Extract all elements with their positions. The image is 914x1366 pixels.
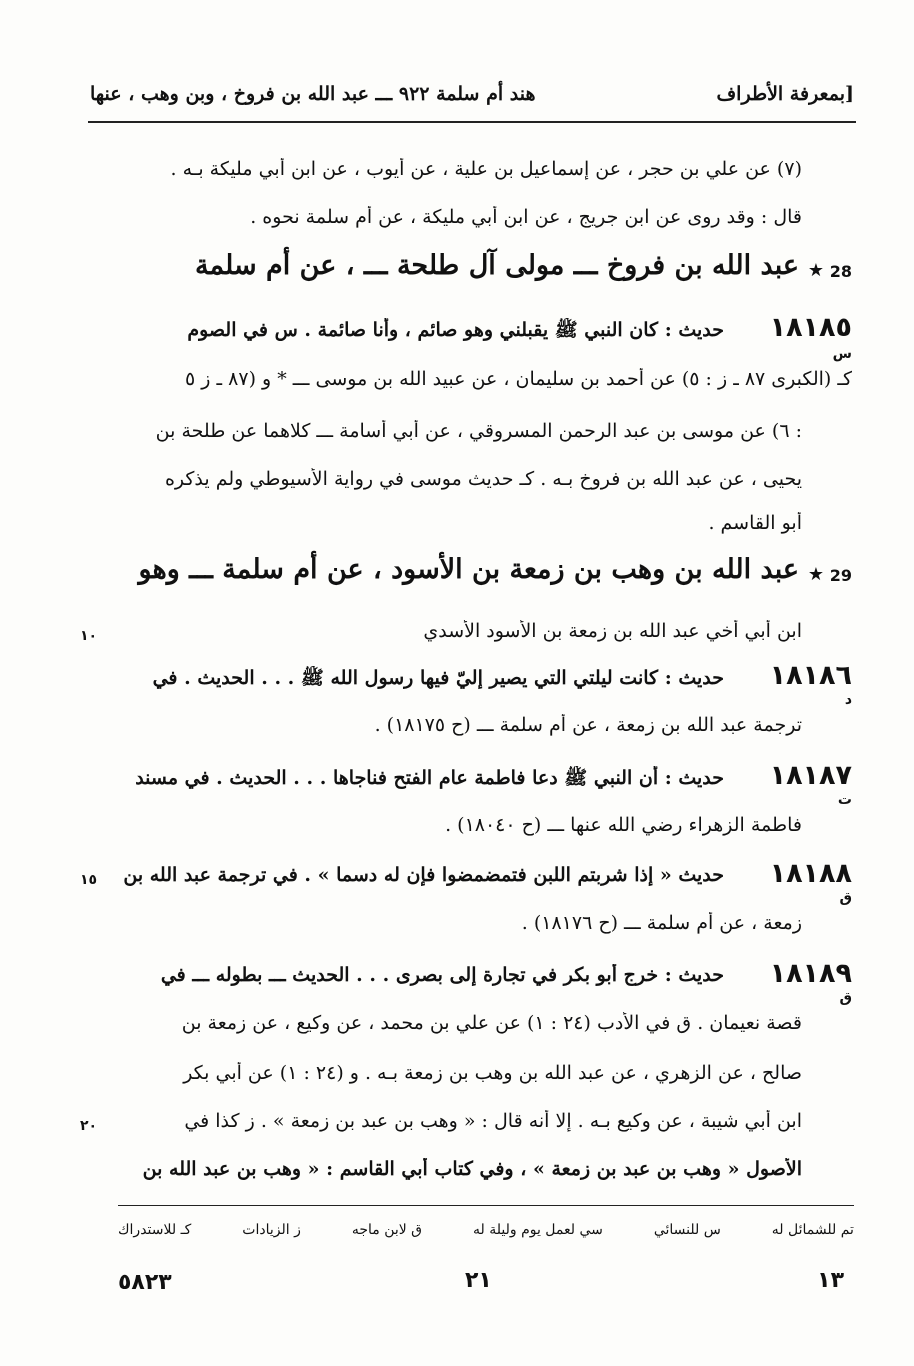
hadith-text: حديث : كان النبي ﷺ يقبلني وهو صائم ، وأنا صائمة . س في الصوم (187, 319, 724, 341)
hadith-number: ١٨١٨٥ (769, 312, 852, 343)
text-line: ترجمة عبد الله بن زمعة ، عن أم سلمة ـــ (ح ١٨١٧٥) . (374, 714, 802, 736)
legend-item: سي لعمل يوم وليلة له (473, 1222, 603, 1238)
hadith-siglum: ق (839, 890, 852, 906)
text-line: كـ (الكبرى ٨٧ ـ ز : ٥) عن أحمد بن سليمان ، عن عبيد الله بن موسى ـــ * و (٨٧ ـ ز ٥ (185, 368, 852, 390)
star-marker: ★ (807, 260, 824, 281)
page-number-right: ١٣ (817, 1268, 844, 1293)
legend-item: ز الزيادات (242, 1222, 301, 1238)
hadith-siglum: ق (839, 990, 852, 1006)
text-line: أبو القاسم . (708, 512, 802, 534)
footnote-legend (118, 1222, 854, 1238)
line-number: ٢٠ (80, 1118, 98, 1134)
text-line: قصة نعيمان . ق في الأدب (٢٤ : ١) عن علي بن محمد ، عن وكيع ، عن زمعة بن (181, 1012, 802, 1034)
entry-heading: عبد الله بن وهب بن زمعة بن الأسود ، عن أم سلمة ـــ وهو (138, 554, 799, 585)
hadith-number: ١٨١٨٩ (769, 958, 852, 989)
legend-item: تم للشمائل له (771, 1222, 854, 1238)
text-line: الأصول « وهب بن عبد بن زمعة » ، وفي كتاب أبي القاسم : « وهب بن عبد الله بن (142, 1158, 802, 1180)
legend-item: ق لابن ماجه (351, 1222, 423, 1238)
text-line: فاطمة الزهراء رضي الله عنها ـــ (ح ١٨٠٤٠) . (445, 814, 802, 836)
text-line: زمعة ، عن أم سلمة ـــ (ح ١٨١٧٦) . (521, 912, 802, 934)
page-number-center: ٢١ (465, 1268, 492, 1293)
page-number-left: ٥٨٢٣ (118, 1270, 172, 1295)
entry-number: 29 (829, 566, 852, 585)
hadith-text: حديث : خرج أبو بكر في تجارة إلى بصرى . . . الحديث ـــ بطوله ـــ في (160, 964, 724, 986)
entry-number: 28 (829, 262, 852, 281)
text-line: : ٦) عن موسى بن عبد الرحمن المسروقي ، عن أبي أسامة ـــ كلاهما عن طلحة بن (155, 420, 802, 442)
header-rule (88, 121, 856, 123)
line-number: ١٥ (80, 872, 98, 888)
hadith-text: حديث : أن النبي ﷺ دعا فاطمة عام الفتح فناجاها . . . الحديث . في مسند (135, 767, 724, 789)
text-line: يحيى ، عن عبد الله بن فروخ بـه . كـ حديث موسى في رواية الأسيوطي ولم يذكره (164, 468, 802, 490)
hadith-number: ١٨١٨٦ (769, 660, 852, 691)
text-line: ابن أبي شيبة ، عن وكيع بـه . إلا أنه قال : « وهب بن عبد بن زمعة » . ز كذا في (184, 1110, 802, 1132)
hadith-siglum: س (832, 346, 852, 362)
legend-item: س للنسائي (653, 1222, 721, 1238)
header-section-title: بمعرفة الأطراف] (716, 83, 854, 105)
hadith-number: ١٨١٨٨ (769, 858, 852, 889)
hadith-text: حديث : كانت ليلتي التي يصير إليّ فيها رسول الله ﷺ . . . الحديث . في (152, 667, 724, 689)
running-header (90, 72, 854, 116)
text-line: قال : وقد روى عن ابن جريج ، عن ابن أبي مليكة ، عن أم سلمة نحوه . (250, 206, 802, 228)
text-line: ابن أبي أخي عبد الله بن زمعة بن الأسود الأسدي (423, 620, 802, 642)
star-marker: ★ (807, 564, 824, 585)
hadith-siglum: د (844, 692, 852, 708)
hadith-text: حديث « إذا شربتم اللبن فتمضمضوا فإن له دسما » . في ترجمة عبد الله بن (123, 864, 724, 886)
hadith-number: ١٨١٨٧ (769, 760, 852, 791)
line-number: ١٠ (80, 628, 98, 644)
text-line: صالح ، عن الزهري ، عن عبد الله بن وهب بن زمعة بـه . و (٢٤ : ١) عن أبي بكر (183, 1062, 802, 1084)
footnote-rule (118, 1205, 854, 1206)
header-entry-title: هند أم سلمة ٩٢٢ ـــ عبد الله بن فروخ ، وبن وهب ، عنها (90, 83, 536, 105)
entry-heading: عبد الله بن فروخ ـــ مولى آل طلحة ـــ ، عن أم سلمة (194, 250, 799, 281)
text-line: (٧) عن علي بن حجر ، عن إسماعيل بن علية ، عن أيوب ، عن ابن أبي مليكة بـه . (170, 158, 802, 180)
legend-item: كـ للاستدراك (118, 1222, 192, 1238)
hadith-siglum: ت (837, 792, 852, 808)
